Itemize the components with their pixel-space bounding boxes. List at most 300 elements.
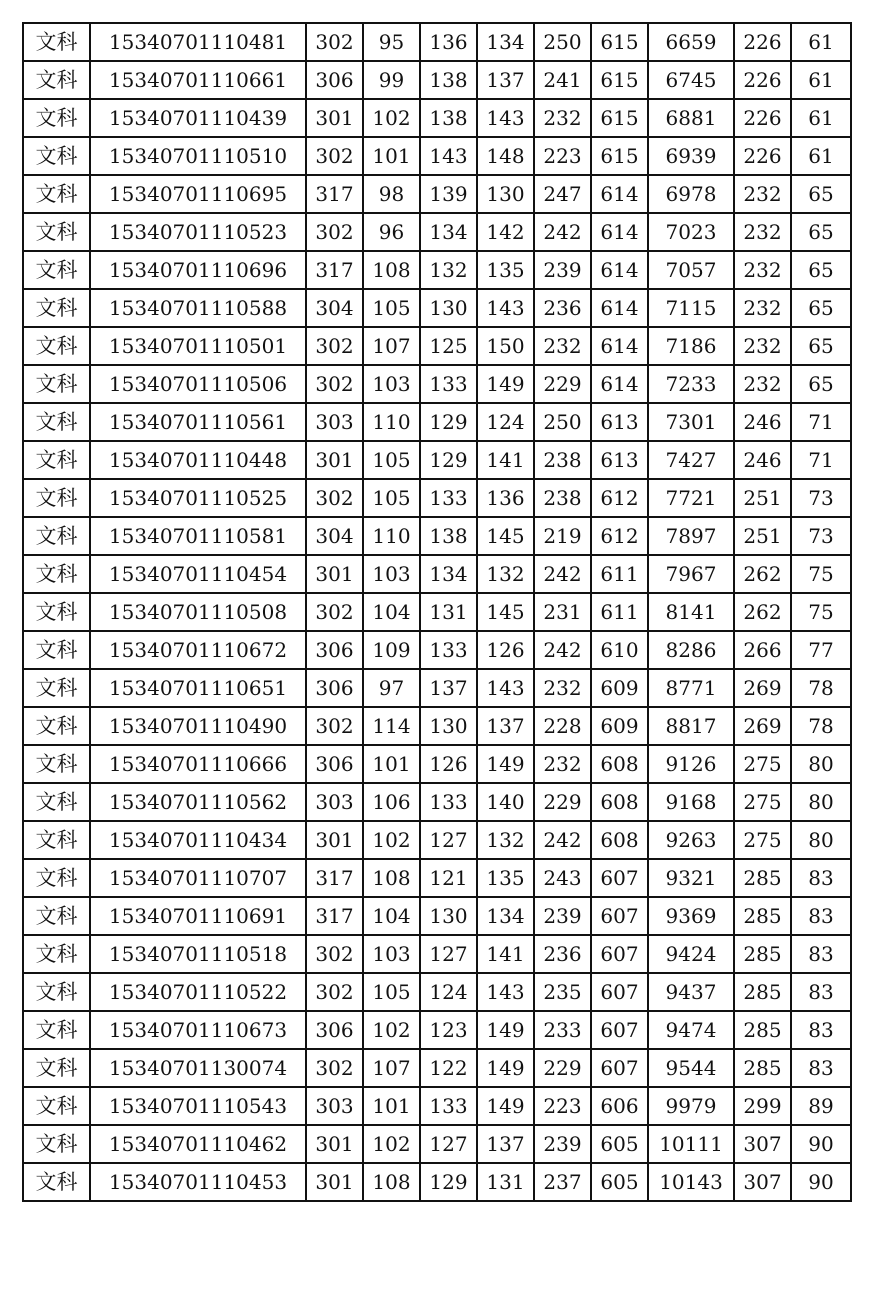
province-rank-cell: 6881 — [648, 99, 734, 137]
table-row — [23, 935, 851, 973]
exam-id-cell: 15340701110501 — [90, 327, 306, 365]
city-rank-cell: 262 — [734, 593, 791, 631]
total-score-cell: 608 — [591, 745, 648, 783]
comprehensive-score-cell: 238 — [534, 479, 591, 517]
comprehensive-score-cell: 250 — [534, 403, 591, 441]
province-rank-cell: 8286 — [648, 631, 734, 669]
english-score-cell: 124 — [477, 403, 534, 441]
school-rank-cell: 65 — [791, 175, 851, 213]
school-code-cell: 303 — [306, 1087, 363, 1125]
table-row — [23, 669, 851, 707]
exam-id-cell: 15340701110707 — [90, 859, 306, 897]
exam-id-cell: 15340701110562 — [90, 783, 306, 821]
math-score-cell: 123 — [420, 1011, 477, 1049]
total-score-cell: 613 — [591, 441, 648, 479]
category-cell: 文科 — [23, 935, 90, 973]
school-rank-cell: 83 — [791, 973, 851, 1011]
city-rank-cell: 232 — [734, 175, 791, 213]
city-rank-cell: 275 — [734, 783, 791, 821]
comprehensive-score-cell: 242 — [534, 213, 591, 251]
math-score-cell: 133 — [420, 365, 477, 403]
table-row — [23, 631, 851, 669]
total-score-cell: 614 — [591, 213, 648, 251]
chinese-score-cell: 99 — [363, 61, 420, 99]
table-row — [23, 517, 851, 555]
english-score-cell: 135 — [477, 859, 534, 897]
school-code-cell: 303 — [306, 403, 363, 441]
category-cell: 文科 — [23, 745, 90, 783]
table-row — [23, 973, 851, 1011]
total-score-cell: 605 — [591, 1163, 648, 1201]
school-rank-cell: 65 — [791, 365, 851, 403]
table-row — [23, 479, 851, 517]
city-rank-cell: 251 — [734, 479, 791, 517]
school-code-cell: 317 — [306, 859, 363, 897]
school-code-cell: 301 — [306, 1125, 363, 1163]
math-score-cell: 132 — [420, 251, 477, 289]
english-score-cell: 132 — [477, 555, 534, 593]
exam-id-cell: 15340701110672 — [90, 631, 306, 669]
category-cell: 文科 — [23, 859, 90, 897]
math-score-cell: 127 — [420, 935, 477, 973]
province-rank-cell: 6939 — [648, 137, 734, 175]
city-rank-cell: 307 — [734, 1125, 791, 1163]
table-row — [23, 1049, 851, 1087]
category-cell: 文科 — [23, 593, 90, 631]
province-rank-cell: 7023 — [648, 213, 734, 251]
school-code-cell: 302 — [306, 593, 363, 631]
comprehensive-score-cell: 242 — [534, 821, 591, 859]
english-score-cell: 148 — [477, 137, 534, 175]
exam-id-cell: 15340701110506 — [90, 365, 306, 403]
chinese-score-cell: 108 — [363, 1163, 420, 1201]
school-rank-cell: 65 — [791, 289, 851, 327]
comprehensive-score-cell: 228 — [534, 707, 591, 745]
math-score-cell: 134 — [420, 555, 477, 593]
comprehensive-score-cell: 238 — [534, 441, 591, 479]
english-score-cell: 143 — [477, 973, 534, 1011]
total-score-cell: 607 — [591, 1011, 648, 1049]
category-cell: 文科 — [23, 973, 90, 1011]
table-row — [23, 23, 851, 61]
category-cell: 文科 — [23, 1049, 90, 1087]
english-score-cell: 140 — [477, 783, 534, 821]
city-rank-cell: 266 — [734, 631, 791, 669]
table-body — [23, 23, 851, 1201]
english-score-cell: 134 — [477, 23, 534, 61]
english-score-cell: 135 — [477, 251, 534, 289]
category-cell: 文科 — [23, 631, 90, 669]
school-rank-cell: 89 — [791, 1087, 851, 1125]
chinese-score-cell: 104 — [363, 593, 420, 631]
comprehensive-score-cell: 243 — [534, 859, 591, 897]
total-score-cell: 612 — [591, 517, 648, 555]
school-code-cell: 306 — [306, 669, 363, 707]
english-score-cell: 136 — [477, 479, 534, 517]
city-rank-cell: 232 — [734, 251, 791, 289]
total-score-cell: 607 — [591, 1049, 648, 1087]
chinese-score-cell: 96 — [363, 213, 420, 251]
math-score-cell: 122 — [420, 1049, 477, 1087]
province-rank-cell: 10111 — [648, 1125, 734, 1163]
city-rank-cell: 226 — [734, 61, 791, 99]
city-rank-cell: 285 — [734, 973, 791, 1011]
total-score-cell: 608 — [591, 821, 648, 859]
school-rank-cell: 83 — [791, 935, 851, 973]
total-score-cell: 609 — [591, 669, 648, 707]
table-row — [23, 403, 851, 441]
exam-id-cell: 15340701110439 — [90, 99, 306, 137]
province-rank-cell: 7721 — [648, 479, 734, 517]
math-score-cell: 130 — [420, 289, 477, 327]
category-cell: 文科 — [23, 403, 90, 441]
math-score-cell: 138 — [420, 517, 477, 555]
school-code-cell: 306 — [306, 1011, 363, 1049]
exam-id-cell: 15340701130074 — [90, 1049, 306, 1087]
school-code-cell: 302 — [306, 707, 363, 745]
total-score-cell: 607 — [591, 859, 648, 897]
math-score-cell: 138 — [420, 61, 477, 99]
school-code-cell: 317 — [306, 897, 363, 935]
school-rank-cell: 90 — [791, 1163, 851, 1201]
table-row — [23, 99, 851, 137]
math-score-cell: 124 — [420, 973, 477, 1011]
city-rank-cell: 226 — [734, 99, 791, 137]
school-rank-cell: 80 — [791, 745, 851, 783]
province-rank-cell: 7233 — [648, 365, 734, 403]
city-rank-cell: 299 — [734, 1087, 791, 1125]
total-score-cell: 614 — [591, 327, 648, 365]
comprehensive-score-cell: 250 — [534, 23, 591, 61]
chinese-score-cell: 104 — [363, 897, 420, 935]
table-row — [23, 593, 851, 631]
comprehensive-score-cell: 232 — [534, 327, 591, 365]
school-rank-cell: 78 — [791, 707, 851, 745]
school-code-cell: 302 — [306, 137, 363, 175]
category-cell: 文科 — [23, 669, 90, 707]
english-score-cell: 149 — [477, 1011, 534, 1049]
school-rank-cell: 77 — [791, 631, 851, 669]
comprehensive-score-cell: 242 — [534, 631, 591, 669]
school-code-cell: 302 — [306, 973, 363, 1011]
city-rank-cell: 226 — [734, 137, 791, 175]
math-score-cell: 127 — [420, 1125, 477, 1163]
category-cell: 文科 — [23, 289, 90, 327]
comprehensive-score-cell: 237 — [534, 1163, 591, 1201]
school-rank-cell: 80 — [791, 783, 851, 821]
math-score-cell: 134 — [420, 213, 477, 251]
chinese-score-cell: 110 — [363, 403, 420, 441]
school-code-cell: 306 — [306, 745, 363, 783]
table-row — [23, 251, 851, 289]
exam-id-cell: 15340701110453 — [90, 1163, 306, 1201]
school-code-cell: 306 — [306, 61, 363, 99]
math-score-cell: 121 — [420, 859, 477, 897]
exam-id-cell: 15340701110454 — [90, 555, 306, 593]
school-rank-cell: 83 — [791, 859, 851, 897]
chinese-score-cell: 108 — [363, 859, 420, 897]
category-cell: 文科 — [23, 707, 90, 745]
table-row — [23, 859, 851, 897]
city-rank-cell: 285 — [734, 897, 791, 935]
total-score-cell: 611 — [591, 593, 648, 631]
exam-id-cell: 15340701110543 — [90, 1087, 306, 1125]
english-score-cell: 130 — [477, 175, 534, 213]
province-rank-cell: 7186 — [648, 327, 734, 365]
table-row — [23, 289, 851, 327]
table-row — [23, 175, 851, 213]
score-table — [22, 22, 852, 1202]
math-score-cell: 127 — [420, 821, 477, 859]
chinese-score-cell: 105 — [363, 479, 420, 517]
city-rank-cell: 307 — [734, 1163, 791, 1201]
exam-id-cell: 15340701110525 — [90, 479, 306, 517]
chinese-score-cell: 101 — [363, 137, 420, 175]
table-row — [23, 1163, 851, 1201]
school-code-cell: 306 — [306, 631, 363, 669]
total-score-cell: 605 — [591, 1125, 648, 1163]
province-rank-cell: 9369 — [648, 897, 734, 935]
school-rank-cell: 61 — [791, 99, 851, 137]
table-row — [23, 1011, 851, 1049]
english-score-cell: 132 — [477, 821, 534, 859]
english-score-cell: 137 — [477, 61, 534, 99]
table-row — [23, 1087, 851, 1125]
math-score-cell: 126 — [420, 745, 477, 783]
school-code-cell: 301 — [306, 1163, 363, 1201]
school-rank-cell: 65 — [791, 251, 851, 289]
chinese-score-cell: 105 — [363, 973, 420, 1011]
category-cell: 文科 — [23, 175, 90, 213]
exam-id-cell: 15340701110518 — [90, 935, 306, 973]
province-rank-cell: 7115 — [648, 289, 734, 327]
english-score-cell: 149 — [477, 1087, 534, 1125]
category-cell: 文科 — [23, 365, 90, 403]
school-code-cell: 302 — [306, 935, 363, 973]
chinese-score-cell: 102 — [363, 99, 420, 137]
province-rank-cell: 10143 — [648, 1163, 734, 1201]
school-rank-cell: 61 — [791, 137, 851, 175]
school-rank-cell: 73 — [791, 479, 851, 517]
school-code-cell: 301 — [306, 821, 363, 859]
math-score-cell: 129 — [420, 403, 477, 441]
exam-id-cell: 15340701110490 — [90, 707, 306, 745]
school-rank-cell: 71 — [791, 441, 851, 479]
category-cell: 文科 — [23, 441, 90, 479]
table-row — [23, 365, 851, 403]
school-code-cell: 302 — [306, 365, 363, 403]
school-rank-cell: 75 — [791, 593, 851, 631]
total-score-cell: 609 — [591, 707, 648, 745]
comprehensive-score-cell: 223 — [534, 1087, 591, 1125]
school-rank-cell: 61 — [791, 23, 851, 61]
city-rank-cell: 226 — [734, 23, 791, 61]
english-score-cell: 143 — [477, 669, 534, 707]
table-row — [23, 707, 851, 745]
english-score-cell: 149 — [477, 365, 534, 403]
table-row — [23, 61, 851, 99]
comprehensive-score-cell: 232 — [534, 745, 591, 783]
chinese-score-cell: 103 — [363, 555, 420, 593]
table-row — [23, 137, 851, 175]
exam-id-cell: 15340701110651 — [90, 669, 306, 707]
english-score-cell: 143 — [477, 289, 534, 327]
math-score-cell: 143 — [420, 137, 477, 175]
chinese-score-cell: 110 — [363, 517, 420, 555]
school-code-cell: 301 — [306, 441, 363, 479]
city-rank-cell: 269 — [734, 669, 791, 707]
exam-id-cell: 15340701110691 — [90, 897, 306, 935]
category-cell: 文科 — [23, 517, 90, 555]
city-rank-cell: 275 — [734, 745, 791, 783]
comprehensive-score-cell: 229 — [534, 783, 591, 821]
city-rank-cell: 285 — [734, 859, 791, 897]
table-row — [23, 821, 851, 859]
comprehensive-score-cell: 219 — [534, 517, 591, 555]
math-score-cell: 138 — [420, 99, 477, 137]
city-rank-cell: 285 — [734, 1011, 791, 1049]
english-score-cell: 142 — [477, 213, 534, 251]
chinese-score-cell: 102 — [363, 1011, 420, 1049]
province-rank-cell: 7967 — [648, 555, 734, 593]
province-rank-cell: 9979 — [648, 1087, 734, 1125]
total-score-cell: 610 — [591, 631, 648, 669]
english-score-cell: 149 — [477, 745, 534, 783]
total-score-cell: 607 — [591, 973, 648, 1011]
table-row — [23, 213, 851, 251]
chinese-score-cell: 101 — [363, 745, 420, 783]
category-cell: 文科 — [23, 821, 90, 859]
school-rank-cell: 65 — [791, 327, 851, 365]
province-rank-cell: 9126 — [648, 745, 734, 783]
category-cell: 文科 — [23, 61, 90, 99]
chinese-score-cell: 102 — [363, 1125, 420, 1163]
province-rank-cell: 6978 — [648, 175, 734, 213]
comprehensive-score-cell: 232 — [534, 99, 591, 137]
comprehensive-score-cell: 239 — [534, 897, 591, 935]
chinese-score-cell: 105 — [363, 289, 420, 327]
comprehensive-score-cell: 229 — [534, 365, 591, 403]
table-row — [23, 1125, 851, 1163]
math-score-cell: 129 — [420, 441, 477, 479]
school-rank-cell: 78 — [791, 669, 851, 707]
city-rank-cell: 246 — [734, 441, 791, 479]
province-rank-cell: 7301 — [648, 403, 734, 441]
comprehensive-score-cell: 223 — [534, 137, 591, 175]
school-rank-cell: 75 — [791, 555, 851, 593]
school-code-cell: 304 — [306, 517, 363, 555]
school-rank-cell: 83 — [791, 1011, 851, 1049]
comprehensive-score-cell: 233 — [534, 1011, 591, 1049]
city-rank-cell: 262 — [734, 555, 791, 593]
table-row — [23, 745, 851, 783]
province-rank-cell: 9424 — [648, 935, 734, 973]
exam-id-cell: 15340701110581 — [90, 517, 306, 555]
comprehensive-score-cell: 229 — [534, 1049, 591, 1087]
math-score-cell: 133 — [420, 631, 477, 669]
school-code-cell: 302 — [306, 327, 363, 365]
category-cell: 文科 — [23, 783, 90, 821]
total-score-cell: 614 — [591, 365, 648, 403]
comprehensive-score-cell: 232 — [534, 669, 591, 707]
chinese-score-cell: 109 — [363, 631, 420, 669]
category-cell: 文科 — [23, 1011, 90, 1049]
province-rank-cell: 9437 — [648, 973, 734, 1011]
province-rank-cell: 7057 — [648, 251, 734, 289]
school-code-cell: 317 — [306, 175, 363, 213]
province-rank-cell: 7427 — [648, 441, 734, 479]
school-code-cell: 301 — [306, 555, 363, 593]
english-score-cell: 126 — [477, 631, 534, 669]
math-score-cell: 133 — [420, 783, 477, 821]
total-score-cell: 607 — [591, 897, 648, 935]
school-code-cell: 302 — [306, 213, 363, 251]
city-rank-cell: 232 — [734, 327, 791, 365]
province-rank-cell: 8817 — [648, 707, 734, 745]
category-cell: 文科 — [23, 327, 90, 365]
exam-id-cell: 15340701110588 — [90, 289, 306, 327]
comprehensive-score-cell: 247 — [534, 175, 591, 213]
category-cell: 文科 — [23, 99, 90, 137]
exam-id-cell: 15340701110462 — [90, 1125, 306, 1163]
comprehensive-score-cell: 236 — [534, 935, 591, 973]
exam-id-cell: 15340701110695 — [90, 175, 306, 213]
province-rank-cell: 9474 — [648, 1011, 734, 1049]
math-score-cell: 125 — [420, 327, 477, 365]
math-score-cell: 129 — [420, 1163, 477, 1201]
math-score-cell: 136 — [420, 23, 477, 61]
exam-id-cell: 15340701110434 — [90, 821, 306, 859]
school-code-cell: 302 — [306, 1049, 363, 1087]
comprehensive-score-cell: 231 — [534, 593, 591, 631]
school-rank-cell: 90 — [791, 1125, 851, 1163]
total-score-cell: 613 — [591, 403, 648, 441]
exam-id-cell: 15340701110673 — [90, 1011, 306, 1049]
english-score-cell: 131 — [477, 1163, 534, 1201]
province-rank-cell: 9321 — [648, 859, 734, 897]
english-score-cell: 143 — [477, 99, 534, 137]
exam-id-cell: 15340701110448 — [90, 441, 306, 479]
total-score-cell: 614 — [591, 251, 648, 289]
province-rank-cell: 6745 — [648, 61, 734, 99]
chinese-score-cell: 103 — [363, 365, 420, 403]
total-score-cell: 615 — [591, 23, 648, 61]
exam-id-cell: 15340701110561 — [90, 403, 306, 441]
chinese-score-cell: 114 — [363, 707, 420, 745]
school-code-cell: 304 — [306, 289, 363, 327]
total-score-cell: 607 — [591, 935, 648, 973]
math-score-cell: 131 — [420, 593, 477, 631]
province-rank-cell: 9544 — [648, 1049, 734, 1087]
category-cell: 文科 — [23, 213, 90, 251]
math-score-cell: 133 — [420, 1087, 477, 1125]
category-cell: 文科 — [23, 479, 90, 517]
total-score-cell: 608 — [591, 783, 648, 821]
total-score-cell: 614 — [591, 175, 648, 213]
city-rank-cell: 232 — [734, 365, 791, 403]
province-rank-cell: 9168 — [648, 783, 734, 821]
math-score-cell: 133 — [420, 479, 477, 517]
exam-id-cell: 15340701110696 — [90, 251, 306, 289]
city-rank-cell: 251 — [734, 517, 791, 555]
chinese-score-cell: 106 — [363, 783, 420, 821]
city-rank-cell: 285 — [734, 1049, 791, 1087]
english-score-cell: 141 — [477, 935, 534, 973]
city-rank-cell: 285 — [734, 935, 791, 973]
city-rank-cell: 232 — [734, 289, 791, 327]
school-rank-cell: 83 — [791, 897, 851, 935]
school-rank-cell: 80 — [791, 821, 851, 859]
